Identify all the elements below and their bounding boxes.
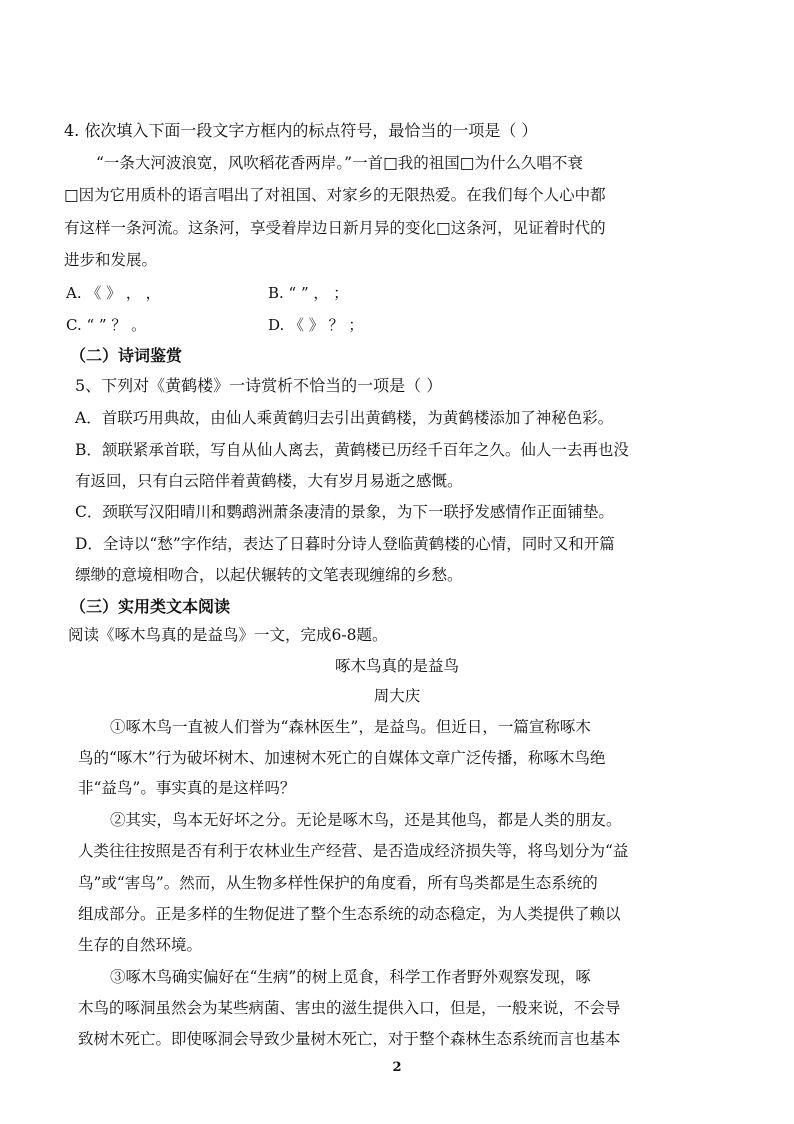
q5-option-a: A．首联巧用典故，由仙人乘黄鹤归去引出黄鹤楼，为黄鹤楼添加了神秘色彩。 bbox=[75, 409, 614, 427]
article-line-1: ①啄木鸟一直被人们誉为“森林医生”，是益鸟。但近日，一篇宣称啄木 bbox=[110, 718, 591, 736]
q5-stem: 5、下列对《黄鹤楼》一诗赏析不恰当的一项是（ ） bbox=[75, 376, 443, 395]
article-line-6: 鸟”或“害鸟”。然而，从生物多样性保护的角度看，所有鸟类都是生态系统的 bbox=[78, 874, 598, 892]
article-line-9: ③啄木鸟确实偏好在“生病”的树上觅食，科学工作者野外观察发现，啄 bbox=[110, 968, 591, 986]
article-line-11: 致树木死亡。即使啄洞会导致少量树木死亡，对于整个森林生态系统而言也基本 bbox=[78, 1030, 621, 1048]
q4-passage-line-3: 有这样一条河流。这条河，享受着岸边日新月异的变化□这条河，见证着时代的 bbox=[64, 219, 606, 237]
section-heading-poetry: （二）诗词鉴赏 bbox=[70, 346, 183, 365]
article-line-10: 木鸟的啄洞虽然会为某些病菌、害虫的滋生提供入口，但是，一般来说，不会导 bbox=[78, 999, 621, 1017]
section-heading-practical-reading: （三）实用类文本阅读 bbox=[70, 597, 231, 616]
q5-option-d-line-2: 缥缈的意境相吻合，以起伏辗转的文笔表现缠绵的乡愁。 bbox=[75, 566, 463, 584]
article-line-4: ②其实，鸟本无好坏之分。无论是啄木鸟，还是其他鸟，都是人类的朋友。 bbox=[110, 811, 622, 829]
q4-option-b: B. “ ” ， ； bbox=[268, 284, 349, 302]
article-line-7: 组成部分。正是多样的生物促进了整个生态系统的动态稳定，为人类提供了赖以 bbox=[78, 905, 621, 923]
article-author: 周大庆 bbox=[373, 687, 421, 705]
q5-option-d-line-1: D．全诗以“愁”字作结，表达了日暮时分诗人登临黄鹤楼的心情，同时又和开篇 bbox=[75, 535, 615, 553]
article-line-5: 人类往往按照是否有利于农林业生产经营、是否造成经济损失等，将鸟划分为“益 bbox=[78, 842, 629, 860]
q5-option-b-line-2: 有返回，只有白云陪伴着黄鹤楼，大有岁月易逝之感慨。 bbox=[75, 472, 463, 490]
q4-passage-line-4: 进步和发展。 bbox=[64, 251, 158, 269]
q5-option-b-line-1: B．颔联紧承首联，写自从仙人离去，黄鹤楼已历经千百年之久。仙人一去再也没 bbox=[75, 441, 629, 459]
q4-stem: 4. 依次填入下面一段文字方框内的标点符号，最恰当的一项是（ ） bbox=[64, 121, 538, 140]
q4-passage-line-2: □因为它用质朴的语言唱出了对祖国、对家乡的无限热爱。在我们每个人心中都 bbox=[64, 186, 606, 204]
q4-option-a: A. 《 》 ， ， bbox=[66, 284, 161, 302]
q4-option-d: D. 《 》 ？ ； bbox=[268, 316, 364, 334]
q5-option-c: C．颈联写汉阳晴川和鹦鹉洲萧条凄清的景象，为下一联抒发感情作正面铺垫。 bbox=[75, 503, 614, 521]
q4-passage-line-1: “一条大河波浪宽，风吹稻花香两岸。”一首□我的祖国□为什么久唱不衰 bbox=[96, 154, 583, 172]
article-title: 啄木鸟真的是益鸟 bbox=[334, 657, 459, 675]
q4-option-c: C. “ ” ？ 。 bbox=[66, 316, 147, 334]
article-line-8: 生存的自然环境。 bbox=[78, 936, 203, 954]
reading-instruction: 阅读《啄木鸟真的是益鸟》一文，完成6-8题。 bbox=[68, 626, 388, 644]
article-line-3: 非“益鸟”。事实真的是这样吗？ bbox=[78, 779, 296, 797]
page-number: 2 bbox=[392, 1060, 402, 1075]
article-line-2: 鸟的“啄木”行为破坏树木、加速树木死亡的自媒体文章广泛传播，称啄木鸟绝 bbox=[78, 749, 606, 767]
